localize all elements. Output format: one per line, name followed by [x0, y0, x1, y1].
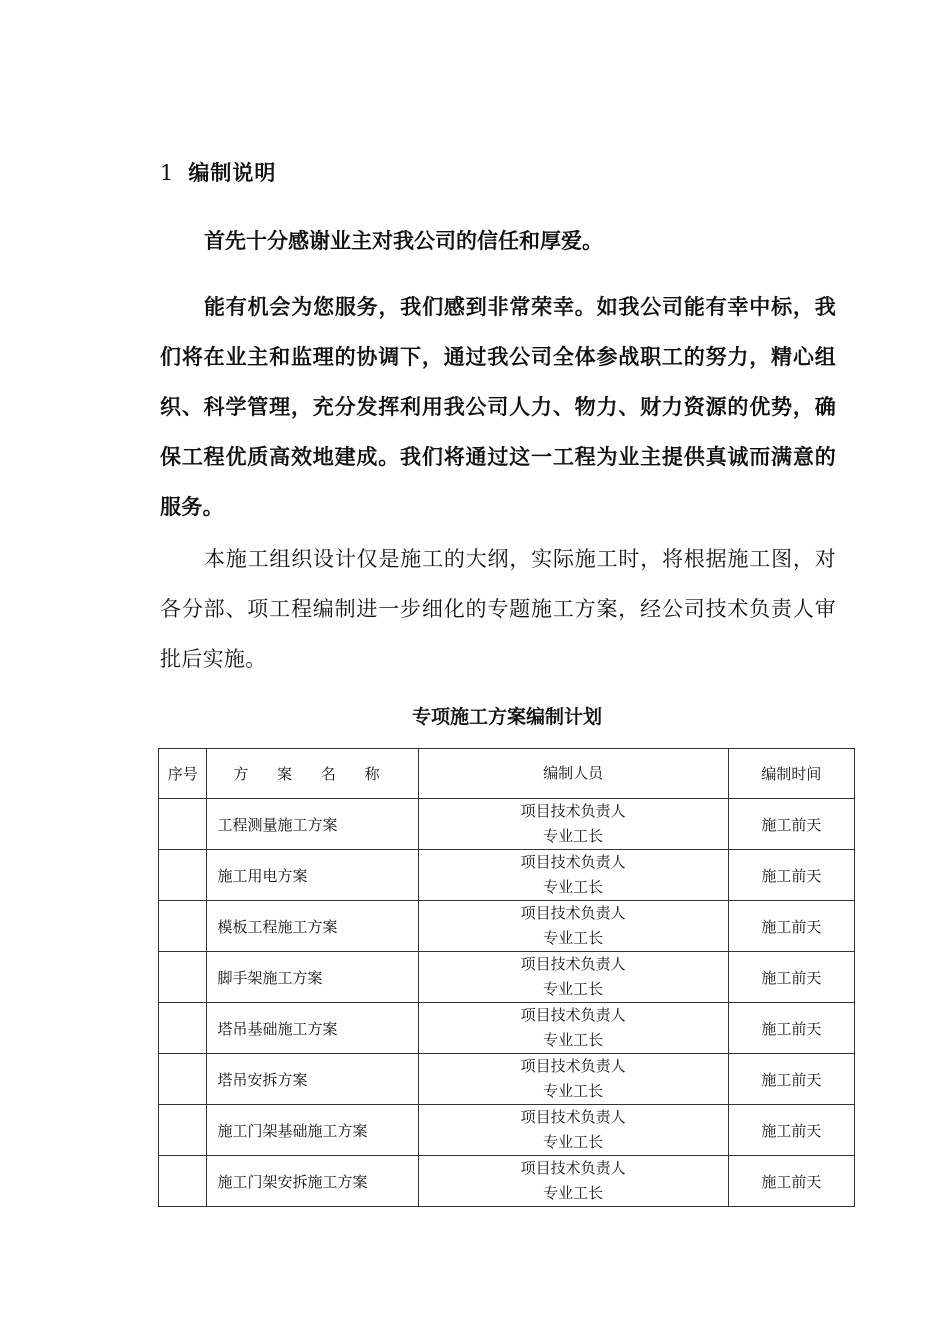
table-row [159, 1054, 855, 1105]
row-staff-secondary: 专业工长 [543, 1031, 604, 1049]
row-time: 施工前天 [728, 952, 854, 1003]
table-row [159, 901, 855, 952]
row-time: 施工前天 [728, 901, 854, 952]
row-plan-name: 施工门架基础施工方案 [207, 1105, 418, 1156]
row-staff-primary: 项目技术负责人 [520, 1057, 626, 1075]
row-staff [418, 901, 728, 952]
row-staff-primary: 项目技术负责人 [520, 853, 626, 871]
row-no [159, 1054, 207, 1105]
table-row [159, 1156, 855, 1207]
row-staff-secondary: 专业工长 [543, 878, 604, 896]
row-time: 施工前天 [728, 1003, 854, 1054]
row-staff-secondary: 专业工长 [543, 1133, 604, 1151]
row-staff-primary: 项目技术负责人 [520, 955, 626, 973]
row-time: 施工前天 [728, 799, 854, 850]
row-staff-primary: 项目技术负责人 [520, 1108, 626, 1126]
paragraph-commitment: 能有机会为您服务，我们感到非常荣幸。如我公司能有幸中标，我们将在业主和监理的协调下，通过我公司全体参战职工的努力，精心组织、科学管理，充分发挥利用我公司人力、物力、财力资源的优势，确保工程优质高效地建成。我们将通过这一工程为业主提供真诚而满意的服务。 [160, 294, 836, 519]
header-staff: 编制人员 [418, 749, 728, 799]
row-staff [418, 850, 728, 901]
section-heading [160, 157, 276, 187]
row-time: 施工前天 [728, 850, 854, 901]
table-row [159, 1105, 855, 1156]
row-staff-primary: 项目技术负责人 [520, 1159, 626, 1177]
row-plan-name: 施工门架安拆施工方案 [207, 1156, 418, 1207]
table-header-row [159, 749, 855, 799]
row-staff-secondary: 专业工长 [543, 1184, 604, 1202]
row-staff-secondary: 专业工长 [543, 827, 604, 845]
row-plan-name: 脚手架施工方案 [207, 952, 418, 1003]
paragraph-scope: 本施工组织设计仅是施工的大纲，实际施工时，将根据施工图，对各分部、项工程编制进一步细化的专题施工方案，经公司技术负责人审批后实施。 [160, 547, 836, 671]
header-time: 编制时间 [728, 749, 854, 799]
row-staff [418, 952, 728, 1003]
row-plan-name: 塔吊安拆方案 [207, 1054, 418, 1105]
row-staff-primary: 项目技术负责人 [520, 1006, 626, 1024]
row-plan-name: 模板工程施工方案 [207, 901, 418, 952]
row-no [159, 901, 207, 952]
table-row [159, 850, 855, 901]
section-number: 1 [160, 161, 175, 185]
row-time: 施工前天 [728, 1105, 854, 1156]
table-body [159, 799, 855, 1207]
row-no [159, 952, 207, 1003]
row-staff-primary: 项目技术负责人 [520, 802, 626, 820]
row-plan-name: 施工用电方案 [207, 850, 418, 901]
plan-table [158, 748, 855, 1207]
row-staff [418, 1156, 728, 1207]
header-no: 序号 [159, 749, 207, 799]
row-time: 施工前天 [728, 1054, 854, 1105]
row-time: 施工前天 [728, 1156, 854, 1207]
row-staff-secondary: 专业工长 [543, 980, 604, 998]
row-staff-secondary: 专业工长 [543, 929, 604, 947]
table-row [159, 1003, 855, 1054]
row-staff [418, 1054, 728, 1105]
table-row [159, 799, 855, 850]
row-plan-name: 塔吊基础施工方案 [207, 1003, 418, 1054]
paragraph-thanks: 首先十分感谢业主对我公司的信任和厚爱。 [204, 228, 603, 253]
section-title: 编制说明 [188, 160, 277, 185]
header-name: 方 案 名 称 [207, 749, 418, 799]
table-caption: 专项施工方案编制计划 [411, 706, 602, 728]
row-staff [418, 799, 728, 850]
row-no [159, 850, 207, 901]
row-no [159, 1156, 207, 1207]
row-no [159, 799, 207, 850]
row-staff-primary: 项目技术负责人 [520, 904, 626, 922]
row-staff [418, 1003, 728, 1054]
row-staff-secondary: 专业工长 [543, 1082, 604, 1100]
table-row [159, 952, 855, 1003]
row-no [159, 1003, 207, 1054]
row-no [159, 1105, 207, 1156]
row-plan-name: 工程测量施工方案 [207, 799, 418, 850]
row-staff [418, 1105, 728, 1156]
